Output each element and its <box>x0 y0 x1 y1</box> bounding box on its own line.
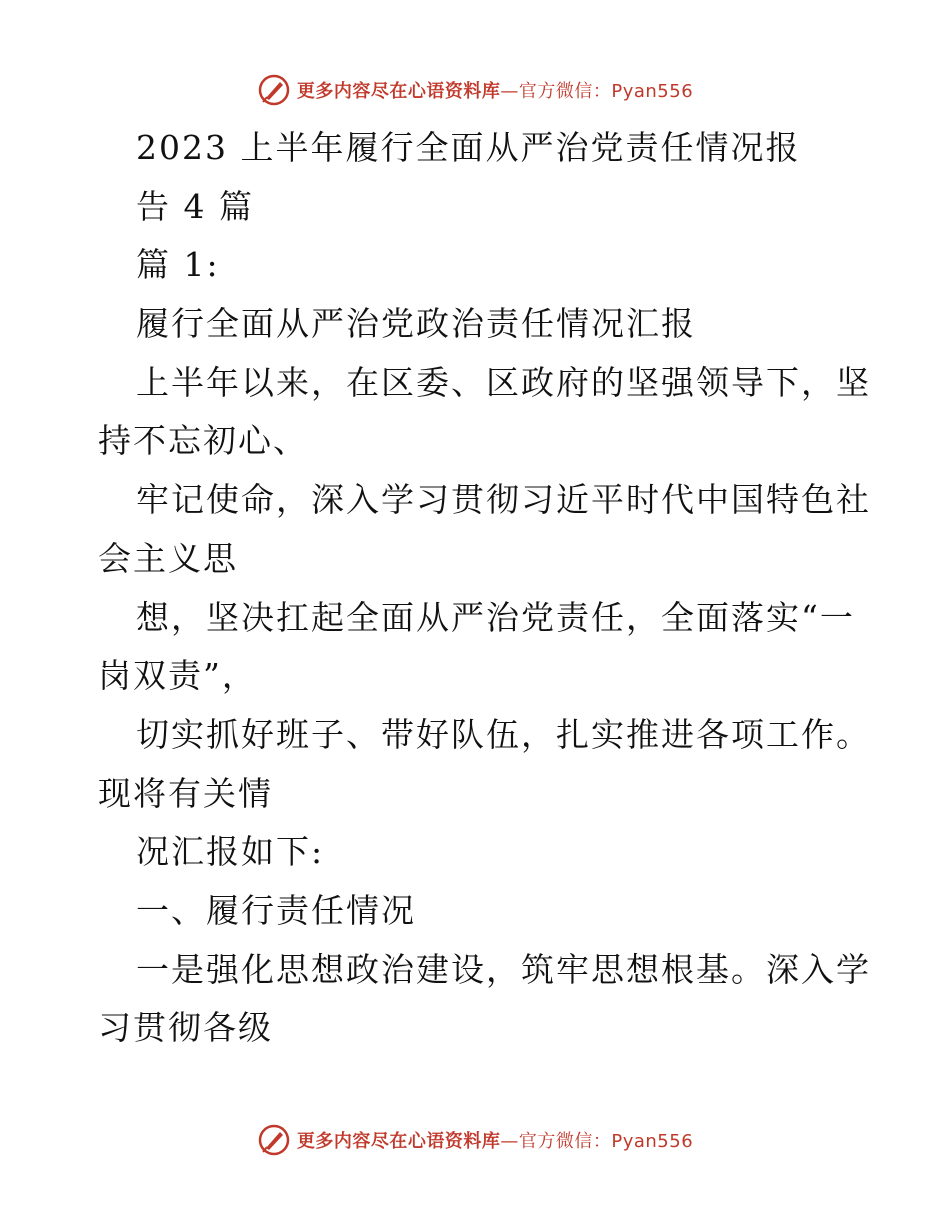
watermark-separator: — <box>500 1131 519 1152</box>
watermark-text <box>297 77 693 103</box>
paragraph-line: 会主义思 <box>98 538 238 578</box>
paragraph-line: 上半年以来，在区委、区政府的坚强领导下，坚 <box>136 362 871 402</box>
header-watermark <box>0 70 950 110</box>
section-heading: 一、履行责任情况 <box>136 890 416 930</box>
paragraph-line: 岗双责”， <box>98 656 257 696</box>
watermark-wechat-label: 官方微信： <box>518 81 612 102</box>
doc-section-label: 篇 1: <box>136 245 220 285</box>
doc-subtitle: 履行全面从严治党政治责任情况汇报 <box>136 304 696 344</box>
watermark-wechat-label: 官方微信： <box>518 1131 612 1152</box>
watermark-separator: — <box>500 81 519 102</box>
paragraph-line: 切实抓好班子、带好队伍，扎实推进各项工作。 <box>136 714 871 754</box>
paragraph-line: 现将有关情 <box>98 773 273 813</box>
watermark-wechat-id: Pyan556 <box>611 1131 694 1152</box>
quill-logo-icon <box>257 73 291 107</box>
paragraph-line: 持不忘初心、 <box>98 421 308 461</box>
document-body <box>98 119 871 1058</box>
watermark-text <box>297 1127 693 1153</box>
watermark-wechat-id: Pyan556 <box>611 81 694 102</box>
footer-watermark <box>0 1120 950 1160</box>
watermark-brand: 更多内容尽在心语资料库 <box>296 81 501 102</box>
doc-title-line-1: 2023 上半年履行全面从严治党责任情况报 <box>136 128 801 167</box>
paragraph-line: 况汇报如下: <box>136 832 325 872</box>
watermark-brand: 更多内容尽在心语资料库 <box>296 1131 501 1152</box>
paragraph-line: 想，坚决扛起全面从严治党责任，全面落实“一 <box>136 597 855 637</box>
paragraph-line: 牢记使命，深入学习贯彻习近平时代中国特色社 <box>136 480 871 520</box>
paragraph-line: 一是强化思想政治建设，筑牢思想根基。深入学 <box>136 949 871 989</box>
paragraph-line: 习贯彻各级 <box>98 1008 273 1048</box>
quill-logo-icon <box>257 1123 291 1157</box>
doc-title-line-2: 告 4 篇 <box>136 186 254 226</box>
